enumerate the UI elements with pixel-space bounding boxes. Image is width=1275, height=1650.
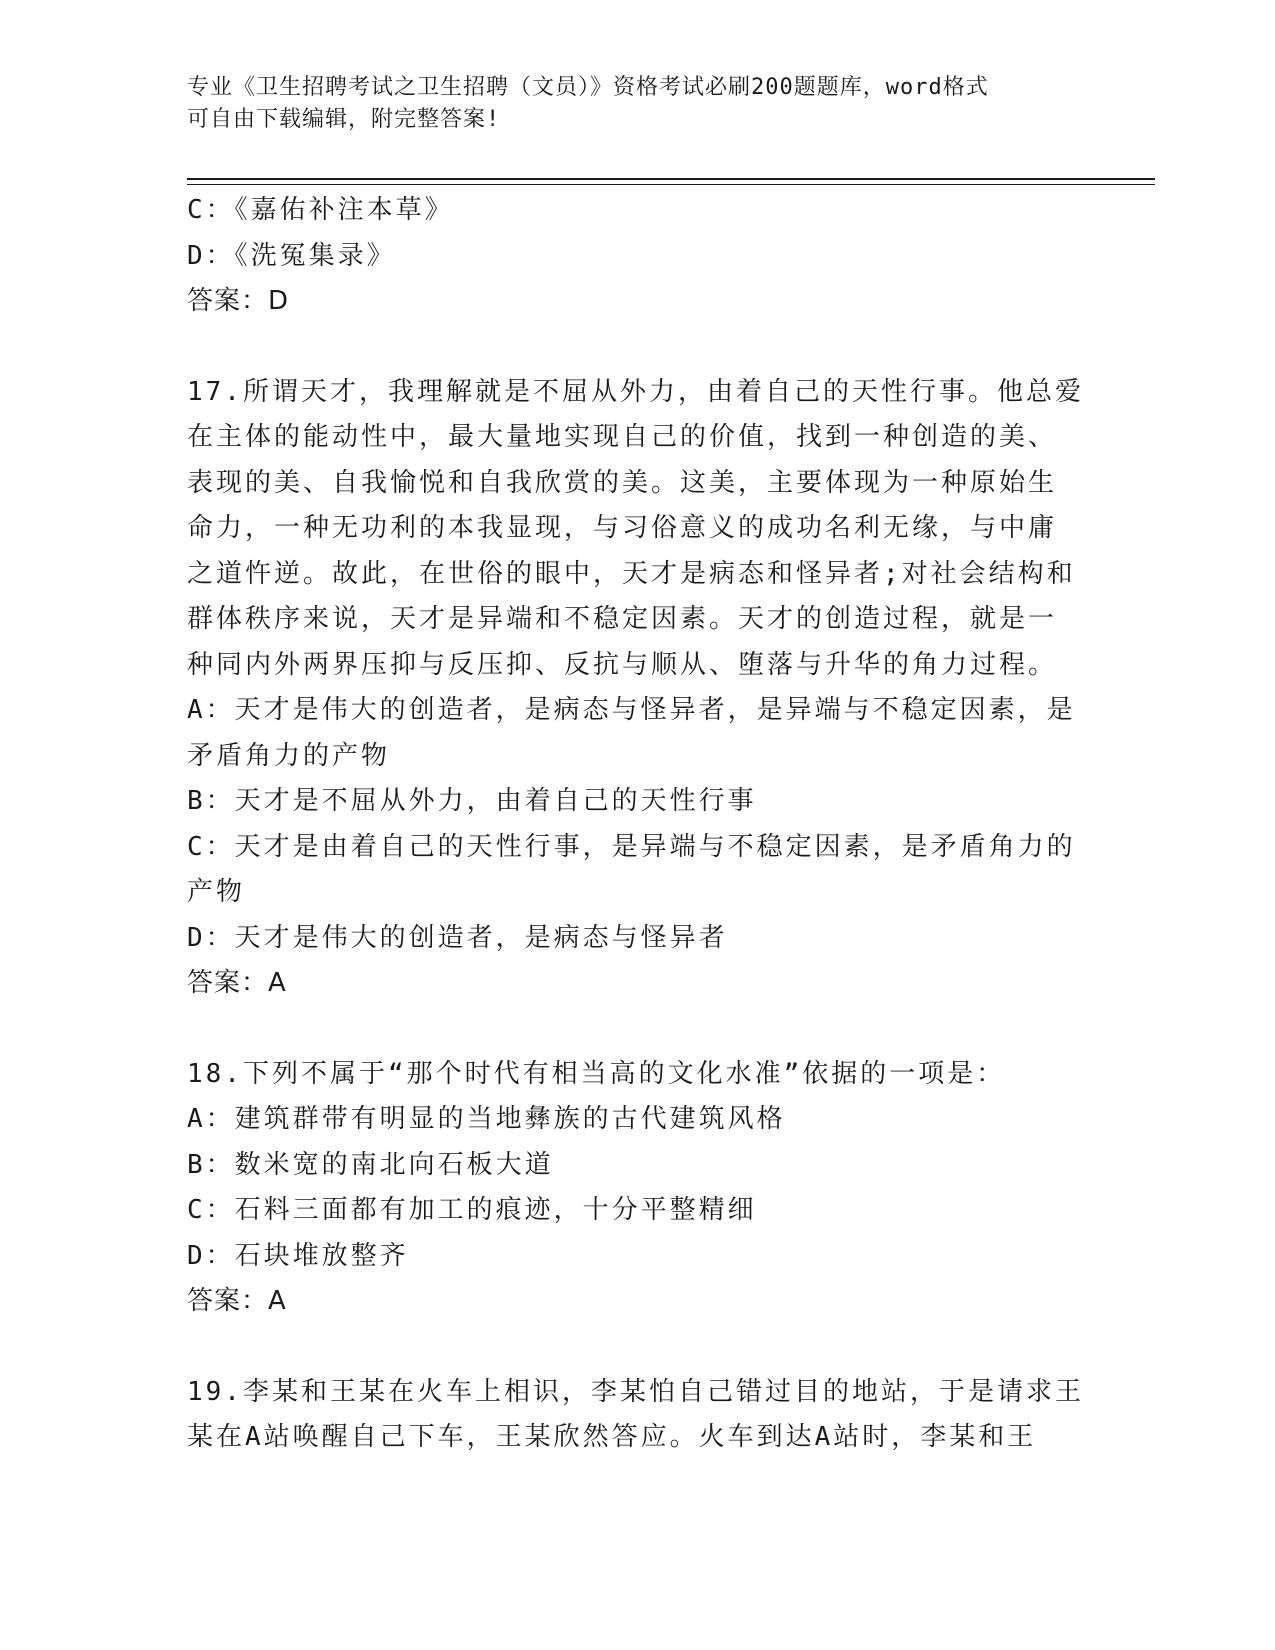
question-stem-line: 表现的美、自我愉悦和自我欣赏的美。这美，主要体现为一种原始生 — [187, 467, 1058, 498]
header-line-2: 可自由下载编辑，附完整答案! — [187, 107, 501, 132]
question-stem-line: 在主体的能动性中，最大量地实现自己的价值，找到一种创造的美、 — [187, 422, 1058, 452]
question-stem-line: 命力，一种无功利的本我显现，与习俗意义的成功名利无缘，与中庸 — [187, 513, 1058, 543]
question-stem-line: 种同内外两界压抑与反压抑、反抗与顺从、堕落与升华的角力过程。 — [187, 649, 1058, 680]
question-19 — [187, 1370, 1084, 1461]
question-stem-line: 群体秩序来说，天才是异端和不稳定因素。天才的创造过程，就是一 — [187, 604, 1058, 634]
option-c: C：石料三面都有加工的痕迹，十分平整精细 — [187, 1195, 757, 1225]
option-c-line: 产物 — [187, 877, 246, 907]
question-stem-line: 之道忤逆。故此，在世俗的眼中，天才是病态和怪异者;对社会结构和 — [187, 558, 1076, 589]
answer: 答案：D — [187, 286, 290, 316]
option-c: C：《嘉佑补注本草》 — [187, 195, 454, 225]
option-a-line: 矛盾角力的产物 — [187, 740, 391, 771]
question-content — [187, 188, 1084, 1461]
header-line-1: 专业《卫生招聘考试之卫生招聘（文员）》资格考试必刷200题题库，word格式 — [187, 75, 989, 100]
option-d: D：天才是伟大的创造者，是病态与怪异者 — [187, 922, 728, 953]
question-stem-line: 19.李某和王某在火车上相识，李某怕自己错过目的地站，于是请求王 — [187, 1376, 1084, 1407]
option-c-line: C：天才是由着自己的天性行事，是异端与不稳定因素，是矛盾角力的 — [187, 831, 1076, 862]
question-stem: 18.下列不属于“那个时代有相当高的文化水准”依据的一项是： — [187, 1058, 1006, 1089]
option-a: A：建筑群带有明显的当地彝族的古代建筑风格 — [187, 1104, 786, 1134]
header-rule-thin — [187, 184, 1155, 185]
question-stem-line: 某在A站唤醒自己下车，王某欣然答应。火车到达A站时，李某和王 — [187, 1422, 1037, 1452]
option-b: B：数米宽的南北向石板大道 — [187, 1149, 554, 1180]
question-18 — [187, 1052, 1067, 1325]
answer: 答案：A — [187, 1286, 287, 1316]
option-b: B：天才是不屈从外力，由着自己的天性行事 — [187, 786, 757, 816]
question-16 — [187, 188, 1067, 325]
question-stem-line: 17.所谓天才，我理解就是不屈从外力，由着自己的天性行事。他总爱 — [187, 376, 1084, 407]
option-a-line: A：天才是伟大的创造者，是病态与怪异者，是异端与不稳定因素，是 — [187, 695, 1076, 725]
answer: 答案：A — [187, 968, 287, 998]
page-header — [187, 72, 1067, 136]
option-d: D：《洗冤集录》 — [187, 240, 396, 271]
question-17 — [187, 370, 1084, 1007]
header-rule-thick — [187, 178, 1155, 180]
option-d: D：石块堆放整齐 — [187, 1240, 409, 1271]
